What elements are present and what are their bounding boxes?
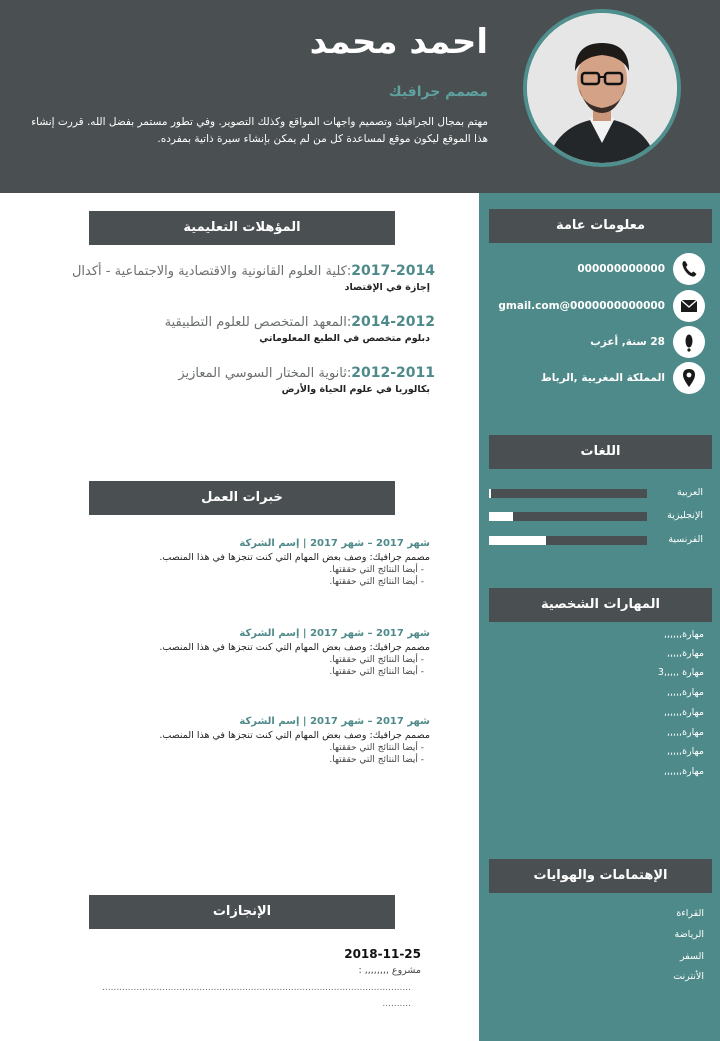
phone-icon [673, 253, 705, 285]
experience-item: شهر 2017 – شهر 2017 | إسم الشركة مصمم جرافيك: وصف بعض المهام التي كنت تنجزها في هذا المنصب. - أيضا النتائج التي حققتها. - أيضا النتائج التي حققتها. [159, 538, 430, 587]
education-item-title: 2014-2012:المعهد المتخصص للعلوم التطبيقية [164, 314, 435, 330]
person-icon [673, 326, 705, 358]
language-level-bar [489, 536, 647, 545]
contact-location: المملكة المغربية ,الرباط [489, 362, 709, 394]
contact-email: 0000000000000@gmail.com [489, 290, 709, 322]
experience-item: شهر 2017 – شهر 2017 | إسم الشركة مصمم جرافيك: وصف بعض المهام التي كنت تنجزها في هذا المنصب. - أيضا النتائج التي حققتها. - أيضا النتائج التي حققتها. [159, 716, 430, 765]
education-item-title: 2017-2014:كلية العلوم القانونية والاقتصادية والاجتماعية - أكدال [71, 263, 435, 279]
profile-photo [523, 9, 681, 167]
language-level-bar [489, 489, 647, 498]
skills-heading: المهارات الشخصية [489, 588, 712, 622]
hobby-item: الأنترنت [673, 971, 704, 982]
envelope-icon [673, 290, 705, 322]
general-info-heading: معلومات عامة [489, 209, 712, 243]
hobby-item: الرياضة [674, 929, 704, 940]
achievement-placeholder-line: ............................................................................................................ [102, 983, 411, 993]
location-pin-icon [673, 362, 705, 394]
achievement-project: مشروع ,,,,,,,, : [358, 965, 421, 976]
hobbies-heading: الإهتمامات والهوايات [489, 859, 712, 893]
contact-age: 28 سنة, أعزب [489, 326, 709, 358]
skill-item: مهارة,,,,, [666, 746, 704, 757]
contact-phone: 000000000000 [489, 253, 709, 285]
skill-item: مهارة,,,,, [666, 687, 704, 698]
bio-text: مهتم بمجال الجرافيك وتصميم واجهات المواقع وكذلك التصوير. وفي تطور مستمر بفضل الله. قررت إنشاء هذا الموقع ليكون موقع لمساعدة كل من لم يمكن بإنشاء سيرة ذاتية بمفرده. [31, 116, 488, 145]
experience-heading: خبرات العمل [89, 481, 395, 515]
portrait-photo-icon [527, 13, 677, 163]
achievement-placeholder-line: .......... [382, 999, 411, 1009]
education-item-degree: إجازة في الإقتصاد [344, 282, 430, 293]
hobby-item: السفر [679, 951, 704, 962]
skill-item: مهارة,,,,,, [663, 629, 704, 640]
skill-item: مهارة ,,,,,3 [657, 667, 704, 678]
education-item-degree: دبلوم متخصص في الطبع المعلوماتي [259, 333, 430, 344]
skill-item: مهارة,,,,, [666, 648, 704, 659]
experience-item: شهر 2017 – شهر 2017 | إسم الشركة مصمم جرافيك: وصف بعض المهام التي كنت تنجزها في هذا المنصب. - أيضا النتائج التي حققتها. - أيضا النتائج التي حققتها. [159, 628, 430, 677]
person-name: احمد محمد [309, 22, 488, 62]
languages-heading: اللغات [489, 435, 712, 469]
job-title: مصمم جرافيك [388, 84, 488, 100]
language-level-bar [489, 512, 647, 521]
skill-item: مهارة,,,,,, [663, 766, 704, 777]
language-row: الفرنسية [489, 533, 711, 547]
skill-item: مهارة,,,,, [666, 727, 704, 738]
hobby-item: القراءة [676, 908, 704, 919]
achievement-date: 2018-11-25 [344, 947, 421, 961]
language-row: الإنجليزية [489, 509, 711, 523]
skill-item: مهارة,,,,,, [663, 707, 704, 718]
language-row: العربية [489, 486, 711, 500]
achievements-heading: الإنجازات [89, 895, 395, 929]
education-item-degree: بكالوريا في علوم الحياة والأرض [281, 384, 430, 395]
education-item-title: 2012-2011:ثانوية المختار السوسي المعازيز [178, 365, 435, 381]
education-heading: المؤهلات التعليمية [89, 211, 395, 245]
